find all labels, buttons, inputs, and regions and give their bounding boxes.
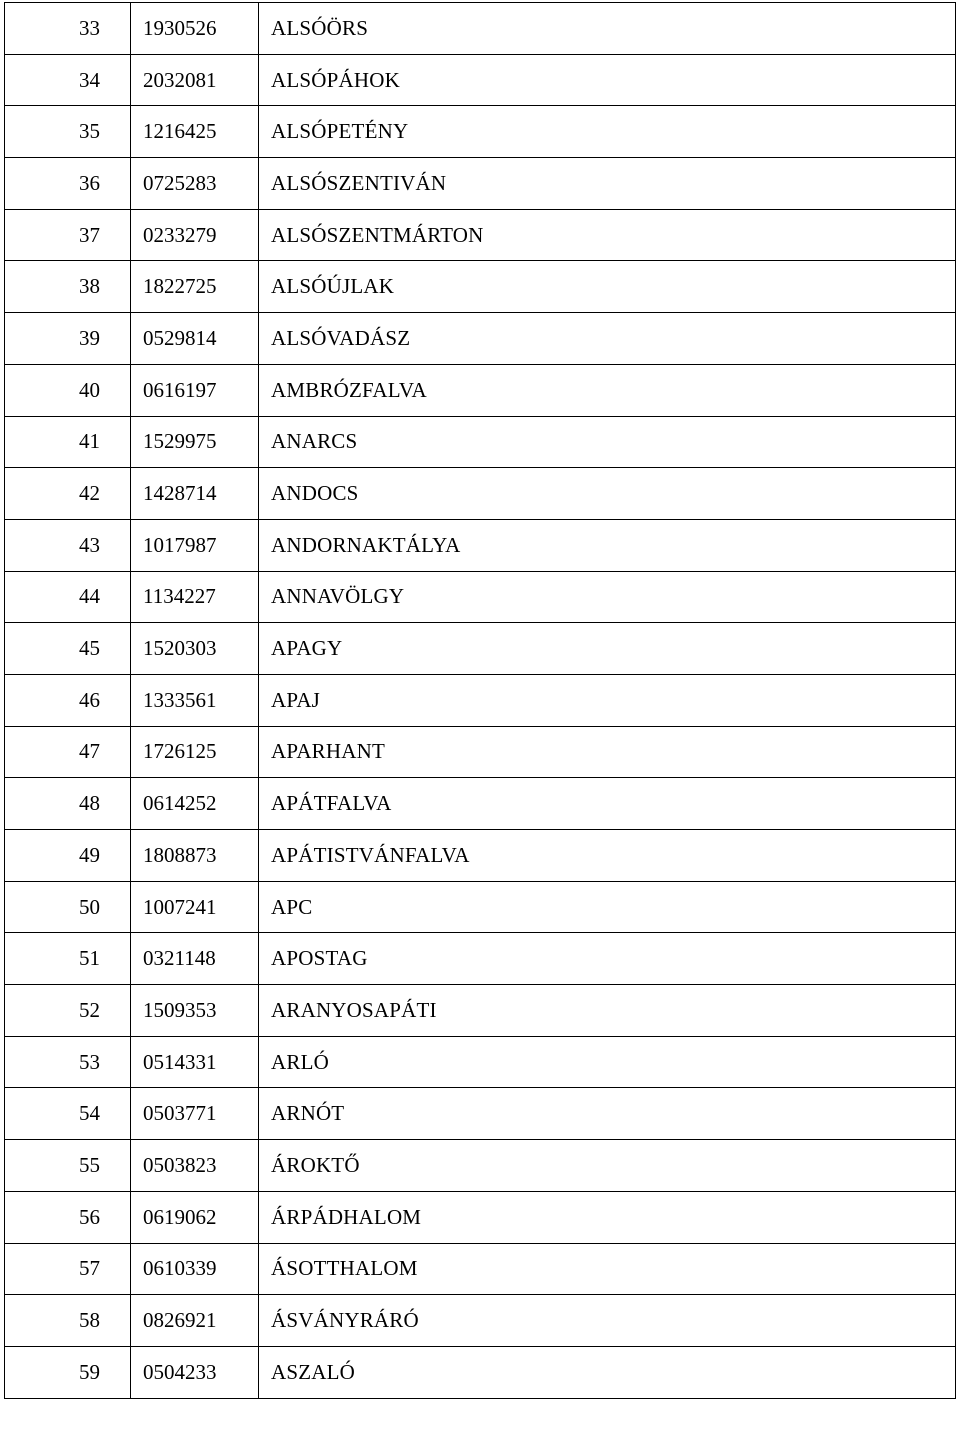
- row-number-cell: 51: [5, 933, 131, 985]
- row-number-cell: 39: [5, 313, 131, 365]
- row-number-cell: 45: [5, 623, 131, 675]
- settlement-code-cell: 1822725: [131, 261, 259, 313]
- table-row: [5, 158, 956, 210]
- table-row: [5, 571, 956, 623]
- row-number-cell: 44: [5, 571, 131, 623]
- row-number-cell: 49: [5, 830, 131, 882]
- row-number-cell: 52: [5, 985, 131, 1037]
- table-row: [5, 106, 956, 158]
- settlement-code-cell: 1007241: [131, 881, 259, 933]
- settlement-name-cell: ALSÓÚJLAK: [259, 261, 956, 313]
- settlement-name-cell: APÁTFALVA: [259, 778, 956, 830]
- table-row: [5, 416, 956, 468]
- row-number-cell: 34: [5, 54, 131, 106]
- settlement-code-cell: 0514331: [131, 1036, 259, 1088]
- table-row: [5, 1140, 956, 1192]
- settlement-name-cell: ARNÓT: [259, 1088, 956, 1140]
- table-row: [5, 468, 956, 520]
- row-number-cell: 48: [5, 778, 131, 830]
- settlement-code-cell: 0619062: [131, 1191, 259, 1243]
- table-row: [5, 830, 956, 882]
- settlement-code-cell: 1529975: [131, 416, 259, 468]
- settlement-table: [4, 2, 956, 1399]
- settlement-code-cell: 0529814: [131, 313, 259, 365]
- settlement-name-cell: AMBRÓZFALVA: [259, 364, 956, 416]
- table-row: [5, 1036, 956, 1088]
- row-number-cell: 50: [5, 881, 131, 933]
- settlement-name-cell: ANDOCS: [259, 468, 956, 520]
- settlement-code-cell: 1017987: [131, 519, 259, 571]
- settlement-code-cell: 0725283: [131, 158, 259, 210]
- settlement-name-cell: APÁTISTVÁNFALVA: [259, 830, 956, 882]
- settlement-name-cell: ANNAVÖLGY: [259, 571, 956, 623]
- row-number-cell: 57: [5, 1243, 131, 1295]
- settlement-code-cell: 0614252: [131, 778, 259, 830]
- table-row: [5, 209, 956, 261]
- settlement-name-cell: ALSÓSZENTMÁRTON: [259, 209, 956, 261]
- settlement-name-cell: ANDORNAKTÁLYA: [259, 519, 956, 571]
- settlement-name-cell: ÁROKTŐ: [259, 1140, 956, 1192]
- settlement-code-cell: 0233279: [131, 209, 259, 261]
- row-number-cell: 56: [5, 1191, 131, 1243]
- table-row: [5, 261, 956, 313]
- table-row: [5, 778, 956, 830]
- settlement-code-cell: 0503771: [131, 1088, 259, 1140]
- table-row: [5, 519, 956, 571]
- settlement-code-cell: 0616197: [131, 364, 259, 416]
- row-number-cell: 40: [5, 364, 131, 416]
- settlement-code-cell: 0504233: [131, 1346, 259, 1398]
- settlement-name-cell: APOSTAG: [259, 933, 956, 985]
- settlement-name-cell: ÁSOTTHALOM: [259, 1243, 956, 1295]
- row-number-cell: 55: [5, 1140, 131, 1192]
- settlement-name-cell: ÁSVÁNYRÁRÓ: [259, 1295, 956, 1347]
- table-row: [5, 364, 956, 416]
- settlement-code-cell: 1333561: [131, 674, 259, 726]
- settlement-table-body: [5, 3, 956, 1399]
- settlement-code-cell: 1930526: [131, 3, 259, 55]
- settlement-code-cell: 2032081: [131, 54, 259, 106]
- settlement-code-cell: 1726125: [131, 726, 259, 778]
- settlement-name-cell: APAGY: [259, 623, 956, 675]
- table-row: [5, 54, 956, 106]
- row-number-cell: 41: [5, 416, 131, 468]
- settlement-name-cell: ANARCS: [259, 416, 956, 468]
- settlement-code-cell: 1428714: [131, 468, 259, 520]
- table-row: [5, 1191, 956, 1243]
- table-row: [5, 726, 956, 778]
- row-number-cell: 38: [5, 261, 131, 313]
- table-row: [5, 1088, 956, 1140]
- settlement-name-cell: ARANYOSAPÁTI: [259, 985, 956, 1037]
- row-number-cell: 33: [5, 3, 131, 55]
- table-row: [5, 623, 956, 675]
- settlement-code-cell: 0610339: [131, 1243, 259, 1295]
- row-number-cell: 43: [5, 519, 131, 571]
- settlement-name-cell: APAJ: [259, 674, 956, 726]
- row-number-cell: 46: [5, 674, 131, 726]
- table-row: [5, 985, 956, 1037]
- settlement-name-cell: ALSÓPETÉNY: [259, 106, 956, 158]
- settlement-name-cell: ÁRPÁDHALOM: [259, 1191, 956, 1243]
- table-row: [5, 1243, 956, 1295]
- settlement-code-cell: 0503823: [131, 1140, 259, 1192]
- settlement-code-cell: 0826921: [131, 1295, 259, 1347]
- table-row: [5, 881, 956, 933]
- table-row: [5, 1346, 956, 1398]
- table-row: [5, 313, 956, 365]
- settlement-name-cell: ALSÓVADÁSZ: [259, 313, 956, 365]
- table-row: [5, 1295, 956, 1347]
- settlement-code-cell: 1509353: [131, 985, 259, 1037]
- row-number-cell: 42: [5, 468, 131, 520]
- settlement-name-cell: ASZALÓ: [259, 1346, 956, 1398]
- table-row: [5, 933, 956, 985]
- settlement-name-cell: ALSÓPÁHOK: [259, 54, 956, 106]
- row-number-cell: 53: [5, 1036, 131, 1088]
- settlement-name-cell: APC: [259, 881, 956, 933]
- row-number-cell: 37: [5, 209, 131, 261]
- settlement-code-cell: 0321148: [131, 933, 259, 985]
- settlement-code-cell: 1808873: [131, 830, 259, 882]
- settlement-name-cell: ALSÓSZENTIVÁN: [259, 158, 956, 210]
- settlement-code-cell: 1134227: [131, 571, 259, 623]
- table-row: [5, 3, 956, 55]
- row-number-cell: 59: [5, 1346, 131, 1398]
- settlement-name-cell: ALSÓÖRS: [259, 3, 956, 55]
- table-row: [5, 674, 956, 726]
- settlement-code-cell: 1216425: [131, 106, 259, 158]
- row-number-cell: 54: [5, 1088, 131, 1140]
- row-number-cell: 36: [5, 158, 131, 210]
- row-number-cell: 47: [5, 726, 131, 778]
- settlement-name-cell: APARHANT: [259, 726, 956, 778]
- row-number-cell: 58: [5, 1295, 131, 1347]
- settlement-code-cell: 1520303: [131, 623, 259, 675]
- row-number-cell: 35: [5, 106, 131, 158]
- settlement-name-cell: ARLÓ: [259, 1036, 956, 1088]
